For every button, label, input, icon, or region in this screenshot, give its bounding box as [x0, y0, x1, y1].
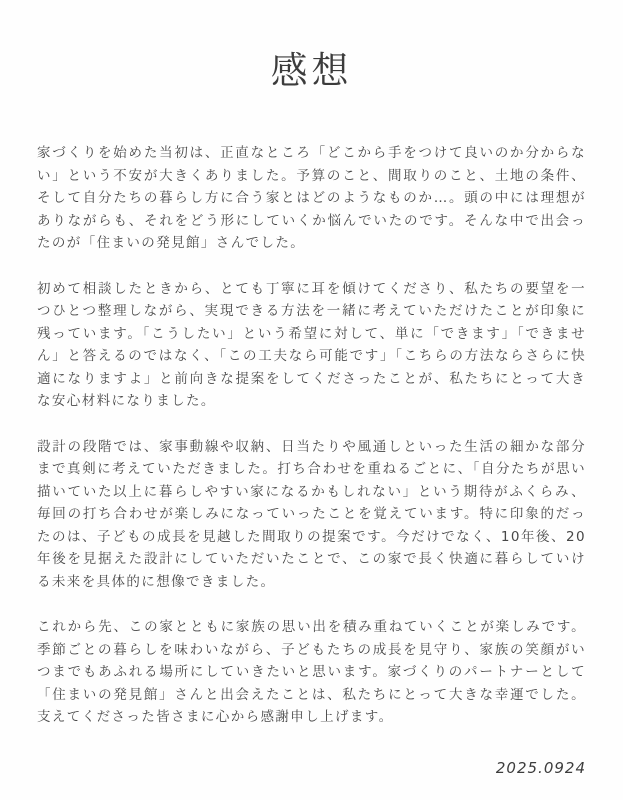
document-title: 感想 [270, 49, 353, 92]
document-date: 2025.0924 [495, 758, 586, 777]
paragraph-closing: これから先、この家とともに家族の思い出を積み重ねていくことが楽しみです。季節ごとの暮らしを味わいながら、子どもたちの成長を見守り、家族の笑顔がいつまでもあふれる場所にしていきたいと思います。家づくりのパートナーとして「住まいの発見館」さんと出会えたことは、私たちにとって大きな幸運でした。支えてくださった皆さまに心から感謝申し上げます。 [37, 619, 586, 725]
document-body [37, 142, 586, 729]
paragraph-design: 設計の段階では、家事動線や収納、日当たりや風通しといった生活の細かな部分まで真剣に考えていただきました。打ち合わせを重ねるごとに、「自分たちが思い描いていた以上に暮らしやすい家になるかもしれない」という期待がふくらみ、毎回の打ち合わせが楽しみになっていったことを覚えています。特に印象的だったのは、子どもの成長を見越した間取りの提案です。今だけでなく、10年後、20年後を見据えた設計にしていただいたことで、この家で長く快適に暮らしていける未来を具体的に想像できました。 [37, 438, 586, 590]
paragraph-consultation: 初めて相談したときから、とても丁寧に耳を傾けてくださり、私たちの要望を一つひとつ整理しながら、実現できる方法を一緒に考えていただけたことが印象に残っています。「こうしたい」という希望に対して、単に「できます」「できません」と答えるのではなく、「この工夫なら可能です」「こちらの方法ならさらに快適になりますよ」と前向きな提案をしてくださったことが、私たちにとって大きな安心材料になりました。 [37, 280, 586, 409]
paragraph-intro: 家づくりを始めた当初は、正直なところ「どこから手をつけて良いのか分からない」という不安が大きくありました。予算のこと、間取りのこと、土地の条件、そして自分たちの暮らし方に合う家とはどのようなものか…。頭の中には理想がありながらも、それをどう形にしていくか悩んでいたのです。そんな中で出会ったのが「住まいの発見館」さんでした。 [37, 145, 586, 251]
